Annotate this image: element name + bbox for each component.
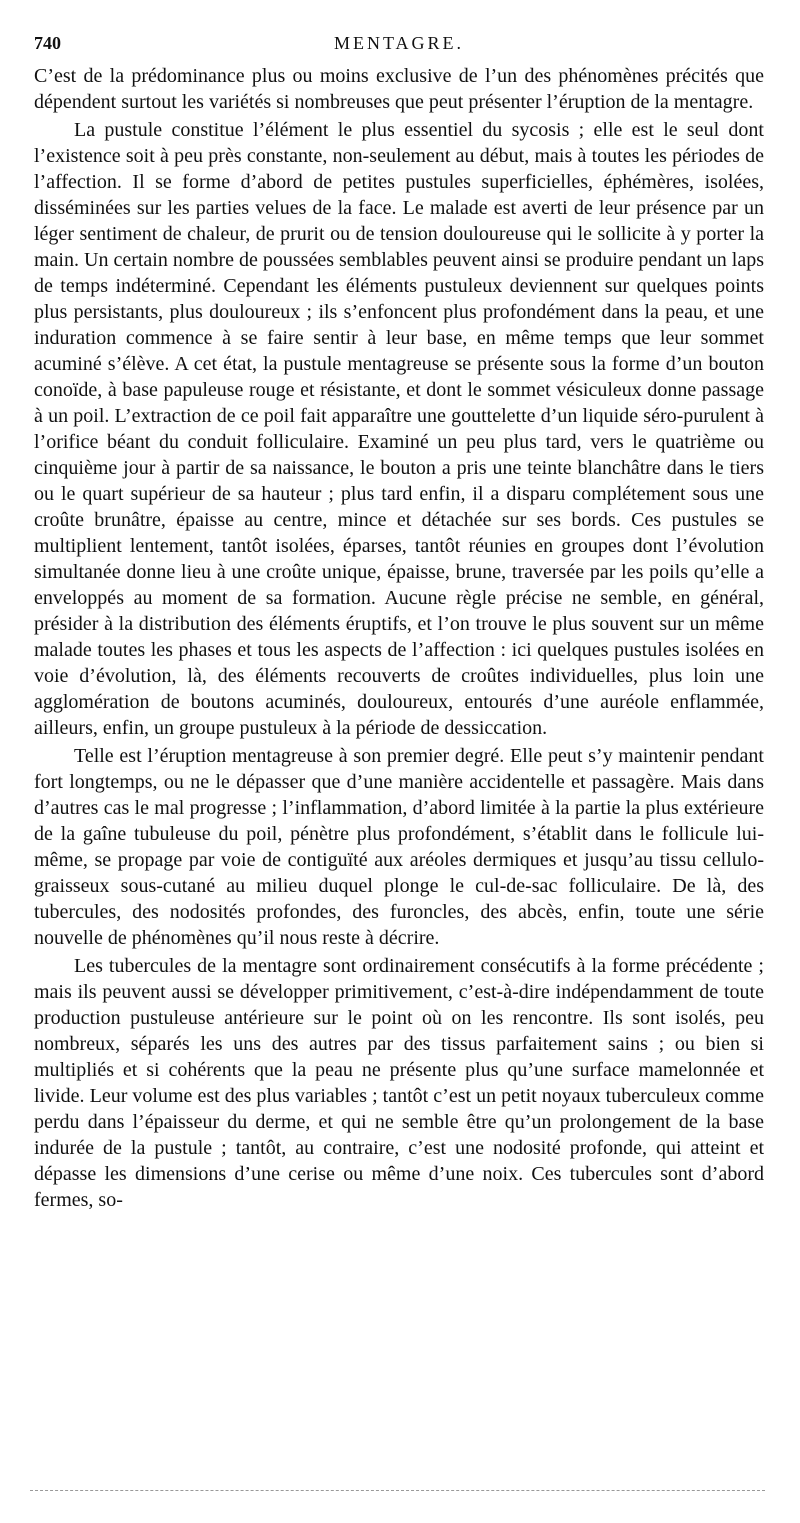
paragraph-3: Telle est l’éruption mentagreuse à son premier degré. Elle peut s’y maintenir pendant fort longtemps, ou ne le dépasser que d’une manière accidentelle et passagère. Mais dans d’autres cas le mal progresse ; l’inflammation, d’abord limitée à la partie la plus extérieure de la gaîne tubuleuse du poil, pénètre plus profondément, s’établit dans le follicule lui-même, se propage par voie de contiguïté aux aréoles dermiques et jusqu’au tissu cellulo-graisseux sous-cutané au milieu duquel plonge le cul-de-sac folliculaire. De là, des tubercules, des nodosités profondes, des furoncles, des abcès, enfin, toute une série nouvelle de phénomènes qu’il nous reste à décrire. <box>34 745 764 949</box>
footer-divider <box>30 1490 765 1491</box>
body-text <box>34 63 764 1215</box>
page-number: 740 <box>34 33 61 53</box>
paragraph-2: La pustule constitue l’élément le plus essentiel du sycosis ; elle est le seul dont l’existence soit à peu près constante, non-seulement au début, mais à toutes les périodes de l’affection. Il se forme d’abord de petites pustules superficielles, éphémères, isolées, disséminées sur les parties velues de la face. Le malade est averti de leur présence par un léger sentiment de chaleur, de prurit ou de tension douloureuse qui le sollicite à y porter la main. Un certain nombre de poussées semblables peuvent ainsi se produire pendant un laps de temps indéterminé. Cependant les éléments pustuleux deviennent sur quelques points plus persistants, plus douloureux ; ils s’enfoncent plus profondément dans la peau, et une induration commence à se faire sentir à leur base, en même temps que leur sommet acuminé s’élève. A cet état, la pustule mentagreuse se présente sous la forme d’un bouton conoïde, à base papuleuse rouge et résistante, et dont le sommet vésiculeux donne passage à un poil. L’extraction de ce poil fait apparaître une gouttelette d’un liquide séro-purulent à l’orifice béant du conduit folliculaire. Examiné un peu plus tard, vers le quatrième ou cinquième jour à partir de sa naissance, le bouton a pris une teinte blanchâtre dans le tiers ou le quart supérieur de sa hauteur ; plus tard enfin, il a disparu complétement sous une croûte brunâtre, épaisse au centre, mince et détachée sur ses bords. Ces pustules se multiplient lentement, tantôt isolées, éparses, tantôt réunies en groupes dont l’évolution simultanée donne lieu à une croûte unique, épaisse, brune, traversée par les poils qu’elle a enveloppés au moment de sa formation. Aucune règle précise ne semble, en général, présider à la distribution des éléments éruptifs, et l’on trouve le plus souvent sur un même malade toutes les phases et tous les aspects de l’affection : ici quelques pustules isolées en voie d’évolution, là, des éléments recouverts de croûtes individuelles, plus loin une agglomération de boutons acuminés, douloureux, entourés d’une auréole enflammée, ailleurs, enfin, un groupe pustuleux à la période de dessiccation. <box>34 119 764 739</box>
running-title: MENTAGRE. <box>333 33 465 53</box>
paragraph-1: C’est de la prédominance plus ou moins exclusive de l’un des phénomènes précités que dépendent surtout les variétés si nombreuses que peut présenter l’éruption de la mentagre. <box>34 65 764 113</box>
running-head <box>34 28 764 58</box>
paragraph-4: Les tubercules de la mentagre sont ordinairement consécutifs à la forme précédente ; mais ils peuvent aussi se développer primitivement, c’est-à-dire indépendamment de toute production pustuleuse antérieure sur le point où on les rencontre. Ils sont isolés, peu nombreux, séparés les uns des autres par des tissus parfaitement sains ; ou bien si multipliés et si cohérents que la peau ne présente plus qu’une surface mamelonnée et livide. Leur volume est des plus variables ; tantôt c’est un petit noyaux tuberculeux comme perdu dans l’épaisseur du derme, et qui ne semble être qu’un prolongement de la base indurée de la pustule ; tantôt, au contraire, c’est une nodosité profonde, qui atteint et dépasse les dimensions d’une cerise ou même d’une noix. Ces tubercules sont d’abord fermes, so- <box>34 955 764 1211</box>
